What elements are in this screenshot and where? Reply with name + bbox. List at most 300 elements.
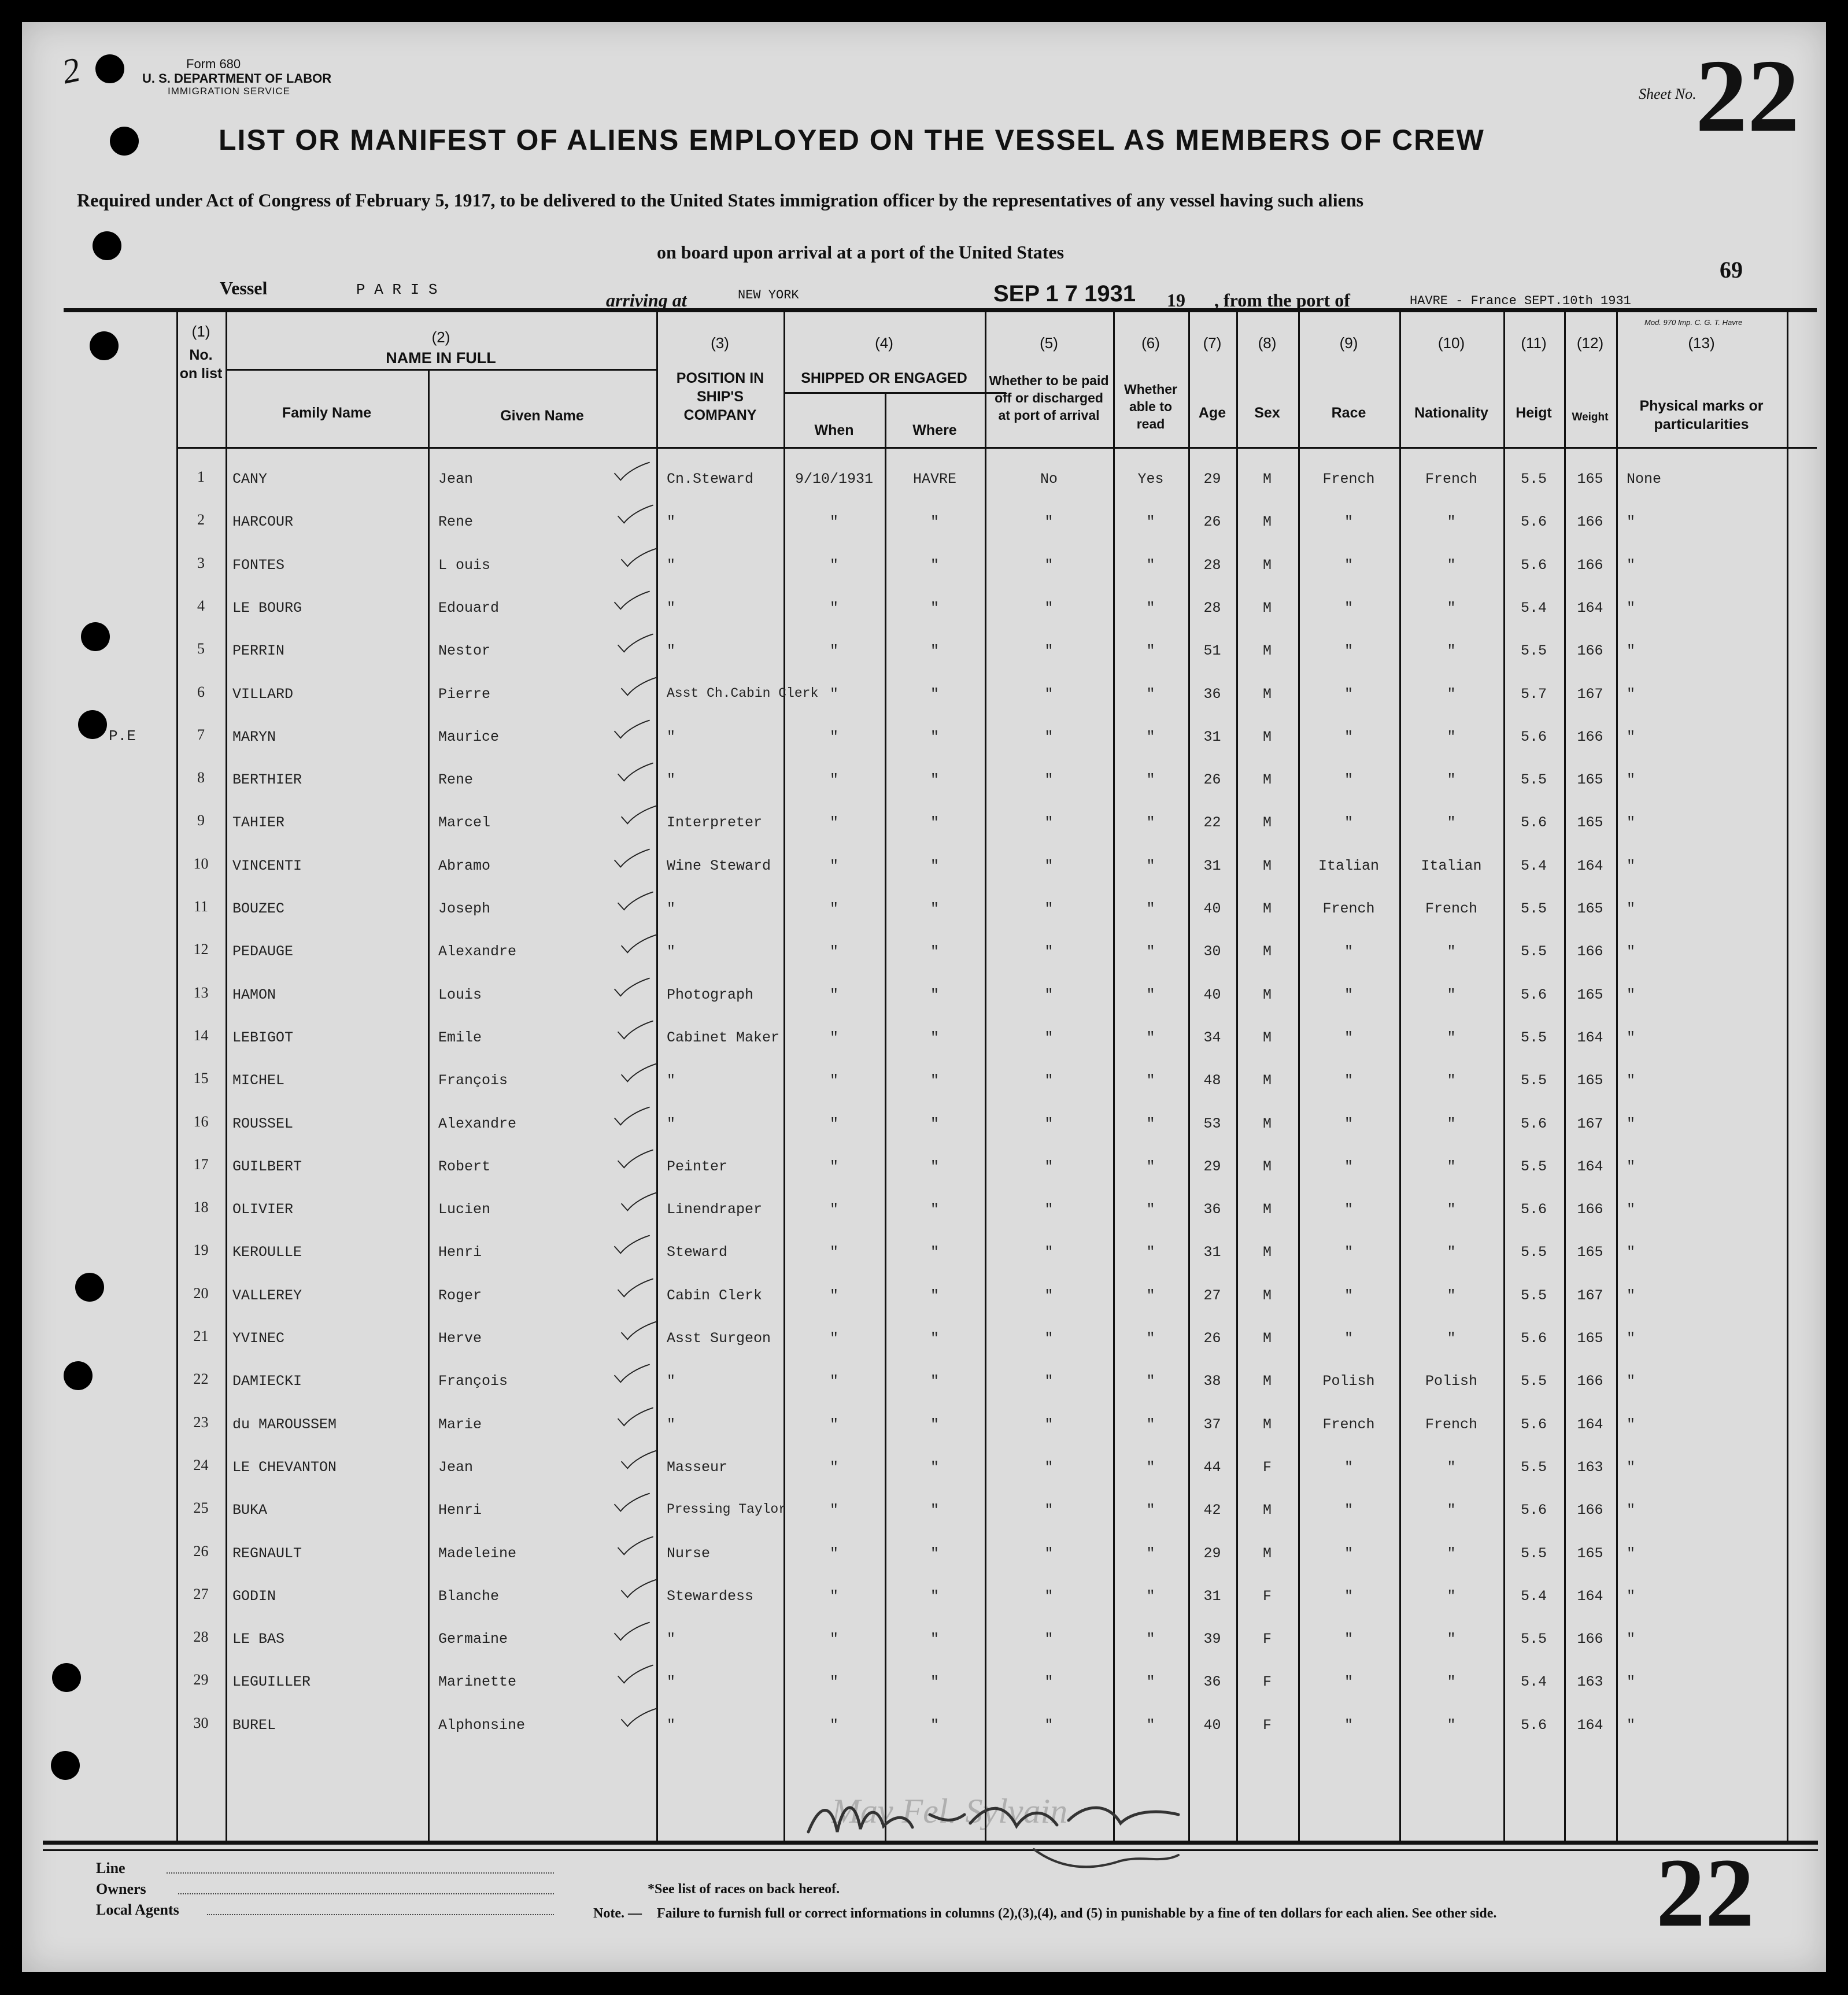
- given-name: Marie: [438, 1416, 482, 1433]
- nationality: ": [1447, 728, 1456, 745]
- able-to-read: ": [1146, 986, 1155, 1003]
- height: 5.6: [1520, 1716, 1547, 1734]
- able-to-read: ": [1146, 1115, 1155, 1132]
- paid-off: ": [1044, 986, 1054, 1003]
- shipped-when: ": [829, 685, 838, 703]
- race: ": [1344, 1029, 1353, 1046]
- nationality: ": [1447, 943, 1456, 960]
- position: Nurse: [667, 1545, 711, 1562]
- nationality: ": [1447, 685, 1456, 703]
- paid-off: ": [1044, 771, 1054, 789]
- checkmark-icon: [612, 1488, 652, 1520]
- able-to-read: ": [1146, 642, 1155, 660]
- checkmark-icon: [619, 672, 659, 704]
- vessel-label: Vessel: [220, 278, 268, 298]
- physical-marks: ": [1627, 599, 1636, 616]
- physical-marks: ": [1627, 1458, 1636, 1476]
- row-number: 28: [193, 1628, 209, 1646]
- shipped-where: ": [930, 1029, 939, 1046]
- given-name: Louis: [438, 986, 482, 1003]
- checkmark-icon: [612, 1359, 652, 1391]
- position: Asst Ch.Cabin Clerk: [667, 685, 819, 701]
- arrival-date-stamp: SEP 1 7 1931: [993, 281, 1136, 306]
- shipped-where: ": [930, 642, 939, 660]
- given-name: Marinette: [438, 1673, 517, 1691]
- col8-number: (8): [1258, 334, 1277, 352]
- race: ": [1344, 1716, 1353, 1734]
- nationality: ": [1447, 1587, 1456, 1605]
- shipped-when: 9/10/1931: [794, 471, 874, 487]
- given-name: Joseph: [438, 900, 491, 917]
- row-number: 2: [197, 511, 205, 529]
- col5-number: (5): [1040, 334, 1058, 352]
- given-name: Lucien: [438, 1201, 491, 1218]
- col11-number: (11): [1521, 334, 1547, 352]
- weight: 165: [1577, 1545, 1603, 1562]
- able-to-read: ": [1146, 685, 1155, 703]
- checkmark-icon: [619, 543, 659, 575]
- age: 31: [1203, 857, 1221, 874]
- age: 29: [1203, 1545, 1221, 1562]
- family-name: BOUZEC: [232, 900, 285, 917]
- row-number: 22: [193, 1370, 209, 1388]
- position: ": [667, 728, 676, 745]
- race: Italian: [1318, 857, 1380, 874]
- physical-marks: ": [1627, 857, 1636, 874]
- race: ": [1344, 728, 1353, 745]
- race: French: [1322, 1416, 1375, 1433]
- col7-header: Age: [1198, 405, 1226, 421]
- punch-hole: [52, 1663, 81, 1692]
- position: ": [667, 1115, 676, 1132]
- checkmark-icon: [612, 1102, 652, 1133]
- race: Polish: [1322, 1373, 1375, 1390]
- physical-marks: ": [1627, 1201, 1636, 1218]
- age: 40: [1203, 1716, 1221, 1734]
- shipped-when: ": [829, 513, 838, 531]
- age: 37: [1203, 1416, 1221, 1433]
- row-number: 8: [197, 769, 205, 786]
- bottom-sheet-number: 22: [1656, 1838, 1754, 1947]
- nationality: ": [1447, 1072, 1456, 1089]
- position: Steward: [667, 1244, 728, 1261]
- nationality: ": [1447, 599, 1456, 616]
- checkmark-icon: [615, 1402, 656, 1434]
- race: ": [1344, 1545, 1353, 1562]
- given-name: Abramo: [438, 857, 491, 874]
- family-name: ROUSSEL: [232, 1115, 294, 1132]
- nationality: ": [1447, 1631, 1456, 1648]
- shipped-where: ": [930, 1115, 939, 1132]
- row-number: 20: [193, 1284, 209, 1302]
- given-name: Henri: [438, 1502, 482, 1519]
- age: 27: [1203, 1287, 1221, 1304]
- paid-off: ": [1044, 1029, 1054, 1046]
- paid-off: ": [1044, 1115, 1054, 1132]
- row-number: 14: [193, 1026, 209, 1044]
- shipped-when: ": [829, 1416, 838, 1433]
- row-number: 23: [193, 1413, 209, 1431]
- shipped-where: ": [930, 771, 939, 789]
- shipped-where: ": [930, 1458, 939, 1476]
- race: ": [1344, 513, 1353, 531]
- shipped-where: ": [930, 857, 939, 874]
- race: ": [1344, 1502, 1353, 1519]
- given-name: Robert: [438, 1158, 491, 1175]
- checkmark-icon: [615, 629, 656, 660]
- punch-hole: [95, 54, 124, 83]
- checkmark-icon: [615, 1015, 656, 1047]
- sex: M: [1262, 1201, 1272, 1218]
- sex: M: [1262, 728, 1272, 745]
- sex: M: [1262, 814, 1272, 832]
- paid-off: ": [1044, 1373, 1054, 1390]
- nationality: ": [1447, 1158, 1456, 1175]
- weight: 164: [1577, 1716, 1603, 1734]
- height: 5.5: [1520, 1458, 1547, 1476]
- height: 5.4: [1520, 857, 1547, 874]
- height: 5.5: [1520, 1158, 1547, 1175]
- family-name: BUKA: [232, 1502, 268, 1519]
- shipped-where: ": [930, 1201, 939, 1218]
- col3-header: POSITION IN SHIP'S COMPANY: [676, 370, 764, 423]
- family-name: BUREL: [232, 1716, 276, 1734]
- shipped-where: ": [930, 685, 939, 703]
- checkmark-icon: [615, 758, 656, 789]
- physical-marks: ": [1627, 642, 1636, 660]
- shipped-when: ": [829, 556, 838, 574]
- paid-off: ": [1044, 1673, 1054, 1691]
- position: Photograph: [667, 986, 754, 1003]
- given-name: Emile: [438, 1029, 482, 1046]
- row-number: 21: [193, 1328, 209, 1344]
- punch-hole: [75, 1273, 104, 1302]
- name-subheader-rule: [226, 369, 656, 371]
- family-name: GODIN: [232, 1587, 276, 1605]
- position: ": [667, 1072, 676, 1089]
- height: 5.5: [1520, 771, 1547, 789]
- row-number: 19: [193, 1242, 209, 1259]
- nationality: French: [1425, 471, 1477, 487]
- paid-off: ": [1044, 814, 1054, 832]
- able-to-read: ": [1146, 1373, 1155, 1390]
- weight: 166: [1577, 1373, 1603, 1390]
- race: ": [1344, 1244, 1353, 1261]
- race: ": [1344, 771, 1353, 789]
- row-number: 24: [193, 1456, 209, 1473]
- physical-marks: ": [1627, 1287, 1636, 1304]
- page-number: 69: [1720, 257, 1743, 283]
- col7-number: (7): [1203, 334, 1222, 352]
- row-number: 16: [193, 1113, 209, 1130]
- weight: 165: [1577, 900, 1603, 917]
- physical-marks: ": [1627, 1502, 1636, 1519]
- nationality: ": [1447, 1458, 1456, 1476]
- able-to-read: ": [1146, 1158, 1155, 1175]
- age: 36: [1203, 1201, 1221, 1218]
- nationality: ": [1447, 556, 1456, 574]
- position: ": [667, 771, 676, 789]
- service-name: IMMIGRATION SERVICE: [168, 86, 291, 97]
- col-line: [226, 308, 227, 1841]
- from-label: , from the port of: [1214, 290, 1350, 311]
- position: ": [667, 900, 676, 917]
- col13-number: (13): [1688, 334, 1715, 352]
- able-to-read: ": [1146, 1458, 1155, 1476]
- local-agents-field: [207, 1914, 554, 1915]
- able-to-read: ": [1146, 1201, 1155, 1218]
- race: ": [1344, 1115, 1353, 1132]
- nationality: ": [1447, 986, 1456, 1003]
- checkmark-icon: [619, 1445, 659, 1477]
- page-title: LIST OR MANIFEST OF ALIENS EMPLOYED ON THE VESSEL AS MEMBERS OF CREW: [219, 124, 1485, 156]
- height: 5.7: [1520, 685, 1547, 703]
- position: Peinter: [667, 1158, 728, 1175]
- checkmark-icon: [619, 929, 659, 961]
- family-name: LEBIGOT: [232, 1029, 294, 1046]
- physical-marks: ": [1627, 1545, 1636, 1562]
- shipped-when: ": [829, 1502, 838, 1519]
- family-name: HAMON: [232, 986, 276, 1003]
- paid-off: ": [1044, 1072, 1054, 1089]
- physical-marks: ": [1627, 1158, 1636, 1175]
- shipped-when: ": [829, 814, 838, 832]
- where-header: Where: [912, 422, 957, 438]
- given-name: Nestor: [438, 642, 491, 660]
- checkmark-icon: [615, 1660, 656, 1691]
- nationality: ": [1447, 1115, 1456, 1132]
- able-to-read: ": [1146, 1330, 1155, 1347]
- height: 5.5: [1520, 471, 1547, 487]
- sex: M: [1262, 1373, 1272, 1390]
- weight: 167: [1577, 685, 1603, 703]
- weight: 166: [1577, 1502, 1603, 1519]
- punch-hole: [93, 231, 121, 260]
- checkmark-icon: [612, 715, 652, 747]
- weight: 164: [1577, 1587, 1603, 1605]
- shipped-where: ": [930, 599, 939, 616]
- row-number: 12: [193, 941, 209, 958]
- weight: 166: [1577, 1201, 1603, 1218]
- family-name: PERRIN: [232, 642, 285, 660]
- nationality: ": [1447, 513, 1456, 531]
- position: ": [667, 1373, 676, 1390]
- paid-off: ": [1044, 1201, 1054, 1218]
- owners-field: [178, 1893, 554, 1894]
- shipped-when: ": [829, 1115, 838, 1132]
- sex: M: [1262, 1244, 1272, 1261]
- sex: M: [1262, 1029, 1272, 1046]
- line-label: Line: [96, 1860, 125, 1876]
- able-to-read: ": [1146, 1287, 1155, 1304]
- height: 5.4: [1520, 1673, 1547, 1691]
- height: 5.6: [1520, 1502, 1547, 1519]
- shipped-where: ": [930, 1416, 939, 1433]
- age: 31: [1203, 1587, 1221, 1605]
- paid-off: ": [1044, 728, 1054, 745]
- sex: M: [1262, 943, 1272, 960]
- sex: M: [1262, 685, 1272, 703]
- row-number: 11: [193, 898, 209, 915]
- family-name: CANY: [232, 471, 268, 487]
- able-to-read: ": [1146, 943, 1155, 960]
- arriving-label: arriving at: [606, 290, 687, 311]
- shipped-when: ": [829, 1287, 838, 1304]
- punch-hole: [81, 622, 110, 651]
- shipped-where: ": [930, 1502, 939, 1519]
- sex: M: [1262, 1115, 1272, 1132]
- paid-off: ": [1044, 685, 1054, 703]
- given-name: Alexandre: [438, 1115, 517, 1132]
- position: ": [667, 642, 676, 660]
- age: 40: [1203, 986, 1221, 1003]
- col-line: [1616, 308, 1618, 1841]
- vessel-name: P A R I S: [356, 281, 438, 298]
- shipped-when: ": [829, 1158, 838, 1175]
- paid-off: ": [1044, 1416, 1054, 1433]
- paid-off: ": [1044, 1545, 1054, 1562]
- weight: 167: [1577, 1115, 1603, 1132]
- height: 5.5: [1520, 642, 1547, 660]
- race: ": [1344, 1631, 1353, 1648]
- age: 53: [1203, 1115, 1221, 1132]
- race: ": [1344, 1158, 1353, 1175]
- shipped-where: ": [930, 1673, 939, 1691]
- age: 29: [1203, 1158, 1221, 1175]
- arriving-port: NEW YORK: [738, 288, 799, 302]
- checkmark-icon: [619, 1574, 659, 1606]
- paid-off: ": [1044, 1458, 1054, 1476]
- shipped-when: ": [829, 771, 838, 789]
- able-to-read: ": [1146, 1545, 1155, 1562]
- nationality: ": [1447, 1716, 1456, 1734]
- age: 39: [1203, 1631, 1221, 1648]
- paid-off: ": [1044, 1158, 1054, 1175]
- race: ": [1344, 1201, 1353, 1218]
- note-prefix: Note. —: [593, 1906, 642, 1921]
- checkmark-icon: [619, 1187, 659, 1219]
- race: ": [1344, 943, 1353, 960]
- sex: M: [1262, 771, 1272, 789]
- nationality: Italian: [1421, 857, 1482, 874]
- family-name: LE BAS: [232, 1631, 285, 1648]
- col5-header: Whether to be paid off or discharged at port of arrival: [989, 373, 1109, 423]
- weight: 165: [1577, 471, 1603, 487]
- shipped-where: ": [930, 1072, 939, 1089]
- weight: 166: [1577, 943, 1603, 960]
- subtitle-line1: Required under Act of Congress of February 5, 1917, to be delivered to the United States immigration officer by the representatives of any vessel having such aliens: [77, 190, 1364, 210]
- shipped-when: ": [829, 1373, 838, 1390]
- weight: 164: [1577, 1158, 1603, 1175]
- height: 5.5: [1520, 1287, 1547, 1304]
- height: 5.6: [1520, 556, 1547, 574]
- shipped-subheader-rule: [783, 392, 1006, 394]
- form-number: Form 680: [186, 57, 241, 71]
- shipped-when: ": [829, 1458, 838, 1476]
- given-name: Blanche: [438, 1587, 500, 1605]
- shipped-where: ": [930, 943, 939, 960]
- given-name: François: [438, 1072, 508, 1089]
- sex: M: [1262, 1502, 1272, 1519]
- row-number: 17: [193, 1155, 209, 1173]
- sex: M: [1262, 513, 1272, 531]
- height: 5.5: [1520, 900, 1547, 917]
- race: ": [1344, 1587, 1353, 1605]
- age: 38: [1203, 1373, 1221, 1390]
- family-name: MICHEL: [232, 1072, 285, 1089]
- shipped-when: ": [829, 1545, 838, 1562]
- given-name: Roger: [438, 1287, 482, 1304]
- col10-header: Nationality: [1414, 405, 1488, 421]
- physical-marks: ": [1627, 1330, 1636, 1347]
- paid-off: ": [1044, 513, 1054, 531]
- given-name: Henri: [438, 1244, 482, 1261]
- nationality: ": [1447, 814, 1456, 832]
- punch-hole: [90, 331, 119, 360]
- physical-marks: ": [1627, 1673, 1636, 1691]
- sex: M: [1262, 1158, 1272, 1175]
- physical-marks: ": [1627, 556, 1636, 574]
- given-name: Marcel: [438, 814, 491, 832]
- race: ": [1344, 556, 1353, 574]
- sex: M: [1262, 1072, 1272, 1089]
- shipped-where: ": [930, 1287, 939, 1304]
- sex: F: [1262, 1458, 1272, 1476]
- height: 5.5: [1520, 1373, 1547, 1390]
- age: 44: [1203, 1458, 1221, 1476]
- checkmark-icon: [619, 800, 659, 832]
- department-name: U. S. DEPARTMENT OF LABOR: [142, 71, 332, 86]
- weight: 166: [1577, 642, 1603, 660]
- physical-marks: ": [1627, 513, 1636, 531]
- weight: 164: [1577, 1416, 1603, 1433]
- row-number: 15: [193, 1070, 209, 1087]
- sex: M: [1262, 1416, 1272, 1433]
- able-to-read: ": [1146, 513, 1155, 531]
- printer-note: Mod. 970 Imp. C. G. T. Havre: [1644, 318, 1743, 327]
- shipped-where: ": [930, 986, 939, 1003]
- col9-number: (9): [1339, 334, 1358, 352]
- sex: M: [1262, 599, 1272, 616]
- height: 5.4: [1520, 1587, 1547, 1605]
- position: Cabinet Maker: [667, 1029, 780, 1046]
- col6-header: Whether able to read: [1124, 382, 1177, 431]
- margin-note: P.E: [109, 727, 136, 745]
- age: 51: [1203, 642, 1221, 660]
- fine-note: Failure to furnish full or correct informations in columns (2),(3),(4), and (5) in punishable by a fine of ten dollars for each alien. See other side.: [657, 1906, 1497, 1921]
- physical-marks: ": [1627, 943, 1636, 960]
- checkmark-icon: [615, 1273, 656, 1305]
- punch-hole: [64, 1361, 93, 1390]
- sex: F: [1262, 1716, 1272, 1734]
- weight: 165: [1577, 1244, 1603, 1261]
- row-number: 13: [193, 984, 209, 1001]
- given-name-header: Given Name: [500, 408, 584, 424]
- family-name: VINCENTI: [232, 857, 302, 874]
- physical-marks: ": [1627, 814, 1636, 832]
- shipped-where: ": [930, 728, 939, 745]
- nationality: ": [1447, 1287, 1456, 1304]
- weight: 165: [1577, 1072, 1603, 1089]
- family-name: du MAROUSSEM: [232, 1416, 337, 1433]
- family-name: TAHIER: [232, 814, 285, 832]
- shipped-where: ": [930, 556, 939, 574]
- given-name: Germaine: [438, 1631, 508, 1648]
- position: ": [667, 556, 676, 574]
- given-name: Herve: [438, 1330, 482, 1347]
- family-name: DAMIECKI: [232, 1373, 302, 1390]
- family-name: LE BOURG: [232, 599, 302, 616]
